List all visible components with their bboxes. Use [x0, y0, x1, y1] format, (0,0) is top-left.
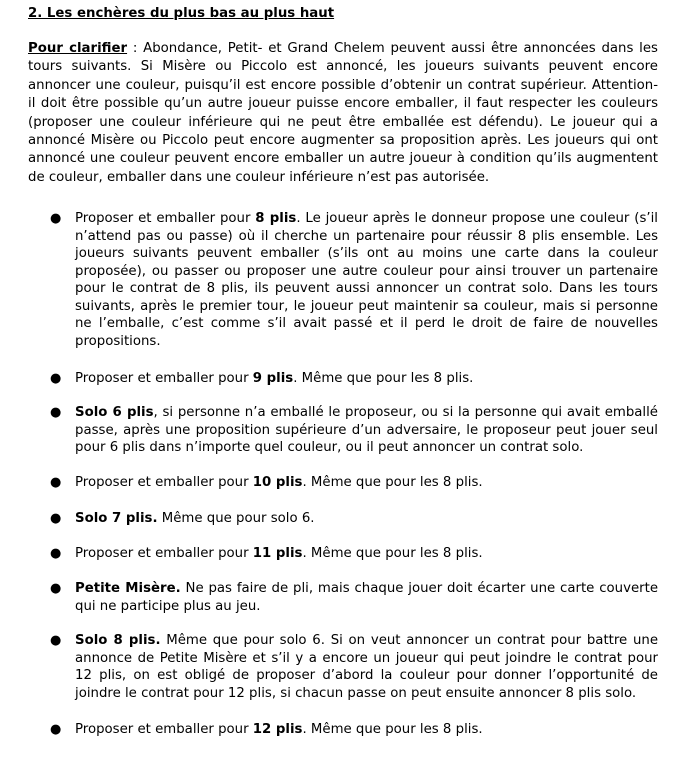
clarification-paragraph — [28, 40, 658, 187]
list-item-solo-8-plis: ● Solo 8 plis. Même que pour solo 6. Si on veut annoncer un contrat pour battre une annonce de Petite Misère et s’il y a encore un joueur qui peut joindre le contrat pour 12 plis, on est obligé de proposer d’abord la couleur pour donner l’opportunité de joindre le contrat pour 12 plis, si chacun passe on peut ensuite annoncer 8 plis solo. — [50, 633, 658, 701]
bid-level: 10 plis — [252, 475, 303, 490]
bid-level: Solo 8 plis. — [75, 633, 161, 648]
bid-level: 11 plis — [252, 546, 303, 561]
bullet-icon: ● — [50, 405, 62, 420]
bullet-icon: ● — [50, 511, 62, 526]
bullet-icon: ● — [50, 371, 62, 386]
list-item-10-plis: ● Proposer et emballer pour 10 plis. Même que pour les 8 plis. — [50, 475, 483, 490]
bid-level: Petite Misère. — [75, 581, 181, 596]
list-item-12-plis: ● Proposer et emballer pour 12 plis. Même que pour les 8 plis. — [50, 722, 483, 737]
clarification-label: Pour clarifier — [28, 41, 128, 56]
bullet-icon: ● — [50, 475, 62, 490]
bid-level: 9 plis — [252, 371, 294, 386]
bullet-icon: ● — [50, 581, 62, 596]
list-item-petite-misere: ● Petite Misère. Ne pas faire de pli, mais chaque jouer doit écarter une carte couverte qui ne participe plus au jeu. — [50, 581, 658, 614]
section-heading: 2. Les enchères du plus bas au plus haut — [28, 6, 335, 21]
list-item-8-plis: ● Proposer et emballer pour 8 plis. Le joueur après le donneur propose une couleur (s’il n’attend pas ou passe) où il cherche un partenaire pour réussir 8 plis ensemble. Les joueurs suivants peuvent emballer (s’ils ont au moins une carte dans la couleur proposée), ou passer ou proposer une autre couleur pour ainsi trouver un partenaire pour le contrat de 8 plis, ils peuvent aussi annoncer un contrat solo. Dans les tours suivants, après le premier tour, le joueur peut maintenir sa couleur, mais si personne ne l’emballe, c’est comme s’il avait passé et il perd le droit de faire de nouvelles propositions. — [50, 211, 658, 349]
bid-level: Solo 6 plis — [75, 405, 154, 420]
bullet-icon: ● — [50, 722, 62, 737]
clarification-text: : Abondance, Petit- et Grand Chelem peuvent aussi être annoncées dans les tours suivants. Si Misère ou Piccolo est annoncé, les joueurs suivants peuvent encore annoncer une couleur, puisqu’il est encore possible d’obtenir un contrat supérieur. Attention- il doit être possible qu’un autre joueur puisse encore emballer, il faut respecter les couleurs (proposer une couleur inférieure qui ne peut être emballée est défendu). Le joueur qui a annoncé Misère ou Piccolo peut encore augmenter sa proposition après. Les joueurs qui ont annoncé une couleur peuvent encore emballer un autre joueur à condition qu’ils augmentent de couleur, emballer dans une couleur inférieure n’est pas autorisée. — [28, 41, 658, 185]
bullet-icon: ● — [50, 546, 62, 561]
bid-level: 8 plis — [255, 211, 297, 226]
bid-level: Solo 7 plis. — [75, 511, 158, 526]
list-item-solo-7-plis: ● Solo 7 plis. Même que pour solo 6. — [50, 511, 315, 526]
bid-level: 12 plis — [252, 722, 303, 737]
list-item-9-plis: ● Proposer et emballer pour 9 plis. Même que pour les 8 plis. — [50, 371, 474, 386]
bullet-icon: ● — [50, 633, 62, 648]
list-item-11-plis: ● Proposer et emballer pour 11 plis. Même que pour les 8 plis. — [50, 546, 483, 561]
bullet-icon: ● — [50, 211, 62, 226]
list-item-solo-6-plis: ● Solo 6 plis, si personne n’a emballé le proposeur, ou si la personne qui avait emballé passe, après une proposition supérieure d’un adversaire, le proposeur peut jouer seul pour 6 plis dans n’importe quel couleur, ou il peut annoncer un contrat solo. — [50, 405, 658, 455]
